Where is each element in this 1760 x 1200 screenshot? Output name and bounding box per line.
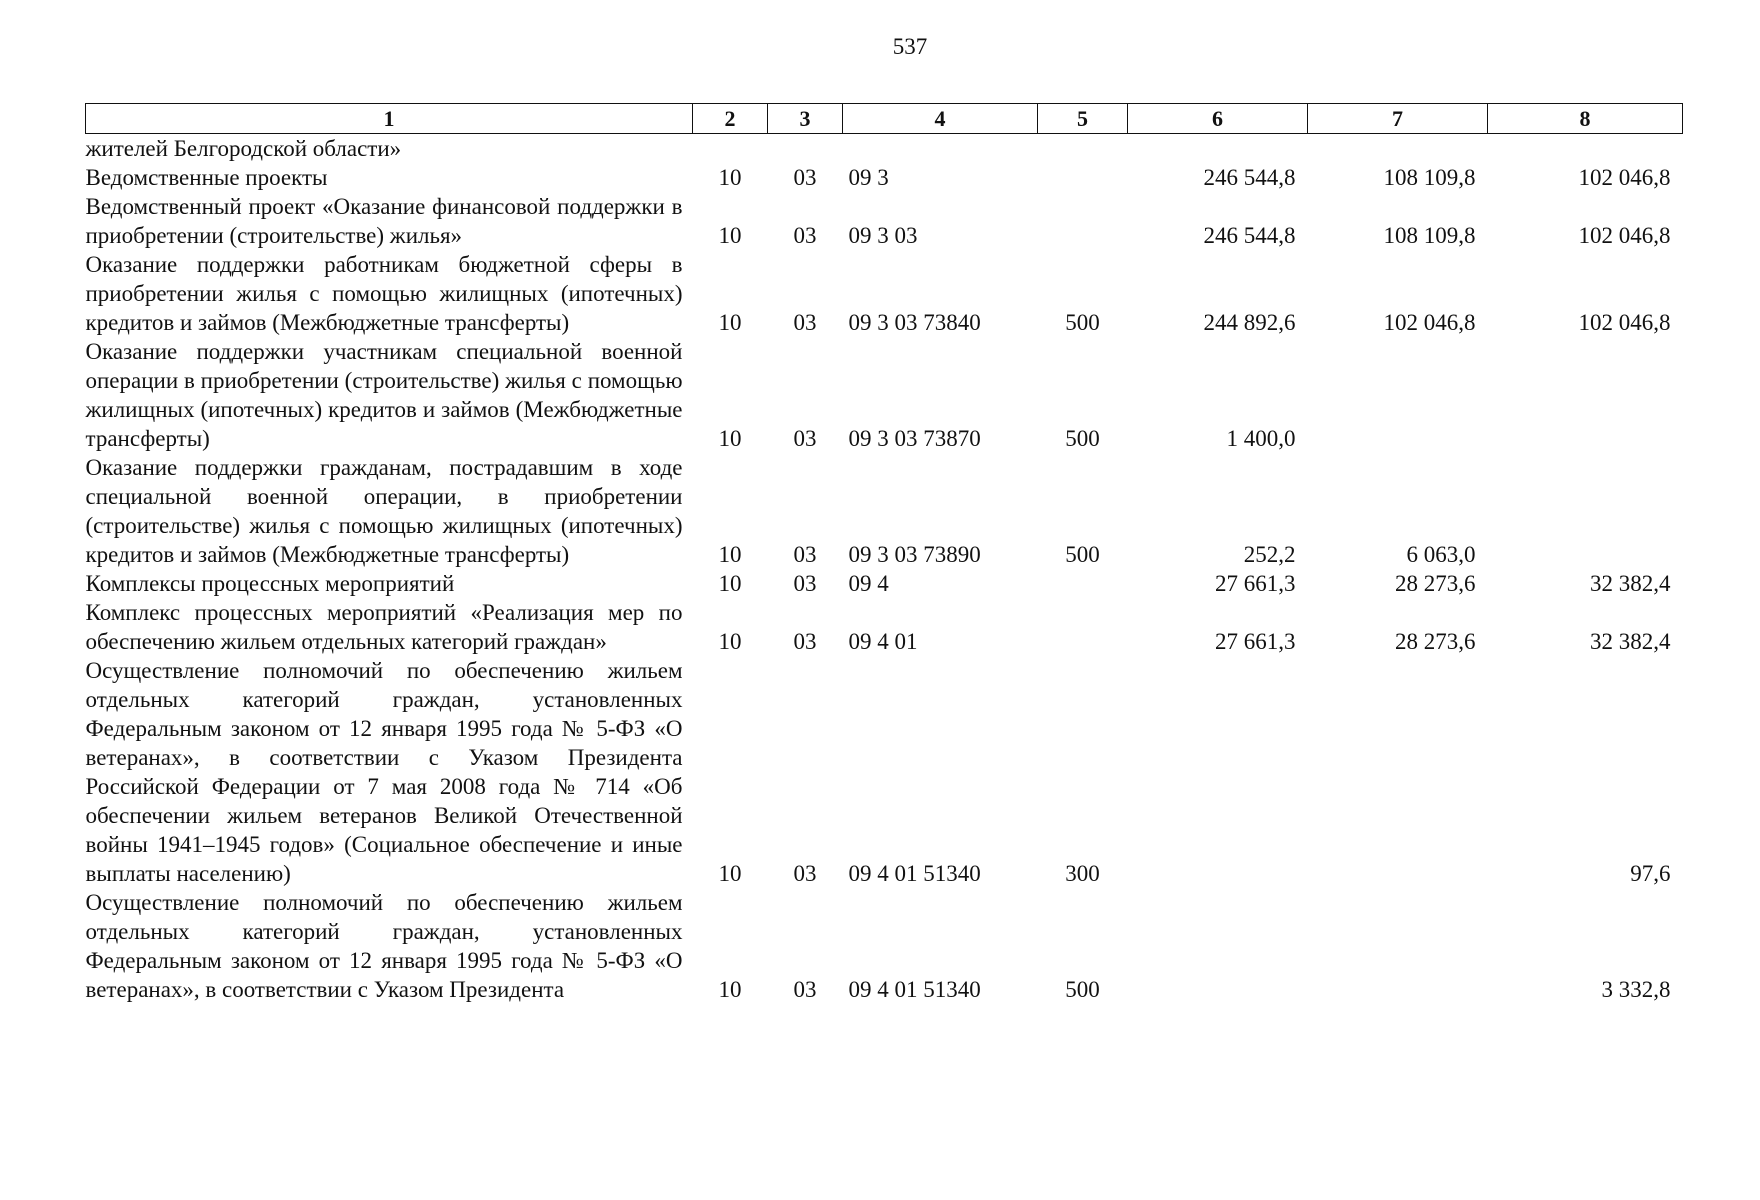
row-target-code: 09 3 03 73840 bbox=[848, 310, 981, 335]
column-header: 3 bbox=[768, 104, 843, 134]
row-expense-type bbox=[1038, 569, 1128, 598]
row-expense-type: 500 bbox=[1065, 542, 1100, 567]
budget-table bbox=[85, 103, 1683, 1004]
row-name: Оказание поддержки участникам специальной военной операции в приобретении (строительстве) жилья с помощью жилищных (ипотечных) кредитов и займов (Межбюджетные трансферты) bbox=[85, 339, 683, 451]
row-section: 10 bbox=[718, 223, 742, 248]
row-amount-col6: 244 892,6 bbox=[1203, 310, 1296, 335]
row-name: Оказание поддержки работникам бюджетной сферы в приобретении жилья с помощью жилищных (ипотечных) кредитов и займов (Межбюджетные трансферты) bbox=[85, 252, 683, 335]
row-amount-col7 bbox=[1308, 888, 1488, 1004]
row-section: 10 bbox=[718, 861, 742, 886]
column-header: 8 bbox=[1488, 104, 1683, 134]
row-section: 10 bbox=[718, 571, 742, 596]
row-amount-col6: 246 544,8 bbox=[1203, 165, 1296, 190]
row-subsection bbox=[768, 134, 843, 164]
row-name: Комплексы процессных мероприятий bbox=[85, 571, 455, 596]
row-amount-col7 bbox=[1308, 134, 1488, 164]
row-expense-type: 500 bbox=[1065, 426, 1100, 451]
row-amount-col6 bbox=[1128, 888, 1308, 1004]
row-name: жителей Белгородской области» bbox=[85, 136, 402, 161]
row-amount-col8: 102 046,8 bbox=[1578, 310, 1671, 335]
table-row bbox=[86, 337, 1683, 453]
row-amount-col6: 1 400,0 bbox=[1226, 426, 1296, 451]
row-expense-type bbox=[1038, 598, 1128, 656]
column-header: 6 bbox=[1128, 104, 1308, 134]
row-amount-col8 bbox=[1488, 134, 1683, 164]
row-amount-col6 bbox=[1128, 134, 1308, 164]
row-name: Осуществление полномочий по обеспечению жильем отдельных категорий граждан, установленных Федеральным законом от 12 января 1995 года № 5-ФЗ «О ветеранах», в соответствии с Указом Президента bbox=[85, 890, 683, 1002]
row-subsection: 03 bbox=[793, 542, 817, 567]
row-target-code: 09 4 01 bbox=[848, 629, 918, 654]
row-target-code: 09 3 03 73890 bbox=[848, 542, 981, 567]
row-target-code bbox=[843, 134, 1038, 164]
column-header: 5 bbox=[1038, 104, 1128, 134]
row-expense-type bbox=[1038, 134, 1128, 164]
table-row bbox=[86, 888, 1683, 1004]
row-subsection: 03 bbox=[793, 310, 817, 335]
row-target-code: 09 3 03 73870 bbox=[848, 426, 981, 451]
row-amount-col7: 28 273,6 bbox=[1395, 571, 1476, 596]
table-row bbox=[86, 192, 1683, 250]
row-amount-col8 bbox=[1488, 453, 1683, 569]
row-amount-col8: 102 046,8 bbox=[1578, 223, 1671, 248]
column-header: 4 bbox=[843, 104, 1038, 134]
row-amount-col6: 27 661,3 bbox=[1215, 571, 1296, 596]
row-amount-col7 bbox=[1308, 337, 1488, 453]
row-subsection: 03 bbox=[793, 426, 817, 451]
column-header: 7 bbox=[1308, 104, 1488, 134]
row-expense-type: 500 bbox=[1065, 310, 1100, 335]
row-name: Осуществление полномочий по обеспечению жильем отдельных категорий граждан, установленных Федеральным законом от 12 января 1995 года № 5-ФЗ «О ветеранах», в соответствии с Указом Президента Российской Федерации от 7 мая 2008 года № 714 «Об обеспечении жильем ветеранов Великой Отечественной войны 1941–1945 годов» (Социальное обеспечение и иные выплаты населению) bbox=[85, 658, 683, 886]
row-amount-col7: 108 109,8 bbox=[1383, 223, 1476, 248]
row-target-code: 09 4 bbox=[848, 571, 889, 596]
row-amount-col8 bbox=[1488, 337, 1683, 453]
row-name: Оказание поддержки гражданам, пострадавшим в ходе специальной военной операции, в приобретении (строительстве) жилья с помощью жилищных (ипотечных) кредитов и займов (Межбюджетные трансферты) bbox=[85, 455, 683, 567]
row-section bbox=[693, 134, 768, 164]
header-row bbox=[86, 104, 1683, 134]
row-subsection: 03 bbox=[793, 629, 817, 654]
row-section: 10 bbox=[718, 629, 742, 654]
row-subsection: 03 bbox=[793, 165, 817, 190]
row-expense-type bbox=[1038, 163, 1128, 192]
column-header: 1 bbox=[86, 104, 693, 134]
row-amount-col8: 32 382,4 bbox=[1590, 571, 1671, 596]
page-number: 537 bbox=[892, 34, 928, 59]
row-expense-type: 500 bbox=[1065, 977, 1100, 1002]
row-amount-col7 bbox=[1308, 656, 1488, 888]
row-amount-col7: 28 273,6 bbox=[1395, 629, 1476, 654]
table-row bbox=[86, 453, 1683, 569]
row-amount-col7: 6 063,0 bbox=[1406, 542, 1476, 567]
row-name: Ведомственные проекты bbox=[85, 165, 328, 190]
table-row bbox=[86, 656, 1683, 888]
row-subsection: 03 bbox=[793, 223, 817, 248]
row-amount-col7: 102 046,8 bbox=[1383, 310, 1476, 335]
row-amount-col6: 252,2 bbox=[1243, 542, 1296, 567]
row-amount-col6: 27 661,3 bbox=[1215, 629, 1296, 654]
row-target-code: 09 3 bbox=[848, 165, 889, 190]
row-name: Комплекс процессных мероприятий «Реализация мер по обеспечению жильем отдельных категорий граждан» bbox=[85, 600, 683, 654]
row-target-code: 09 3 03 bbox=[848, 223, 918, 248]
row-amount-col6 bbox=[1128, 656, 1308, 888]
row-amount-col8: 102 046,8 bbox=[1578, 165, 1671, 190]
row-amount-col6: 246 544,8 bbox=[1203, 223, 1296, 248]
row-subsection: 03 bbox=[793, 977, 817, 1002]
table-row bbox=[86, 569, 1683, 598]
row-name: Ведомственный проект «Оказание финансовой поддержки в приобретении (строительстве) жилья» bbox=[85, 194, 683, 248]
row-section: 10 bbox=[718, 542, 742, 567]
column-header: 2 bbox=[693, 104, 768, 134]
row-section: 10 bbox=[718, 310, 742, 335]
table-row bbox=[86, 163, 1683, 192]
row-expense-type bbox=[1038, 192, 1128, 250]
row-target-code: 09 4 01 51340 bbox=[848, 861, 981, 886]
row-section: 10 bbox=[718, 165, 742, 190]
table-row bbox=[86, 250, 1683, 337]
row-subsection: 03 bbox=[793, 571, 817, 596]
row-target-code: 09 4 01 51340 bbox=[848, 977, 981, 1002]
row-subsection: 03 bbox=[793, 861, 817, 886]
row-amount-col8: 32 382,4 bbox=[1590, 629, 1671, 654]
row-amount-col8: 97,6 bbox=[1630, 861, 1671, 886]
table-row bbox=[86, 598, 1683, 656]
row-amount-col7: 108 109,8 bbox=[1383, 165, 1476, 190]
row-amount-col8: 3 332,8 bbox=[1601, 977, 1671, 1002]
row-expense-type: 300 bbox=[1065, 861, 1100, 886]
row-section: 10 bbox=[718, 426, 742, 451]
table-row bbox=[86, 134, 1683, 164]
row-section: 10 bbox=[718, 977, 742, 1002]
